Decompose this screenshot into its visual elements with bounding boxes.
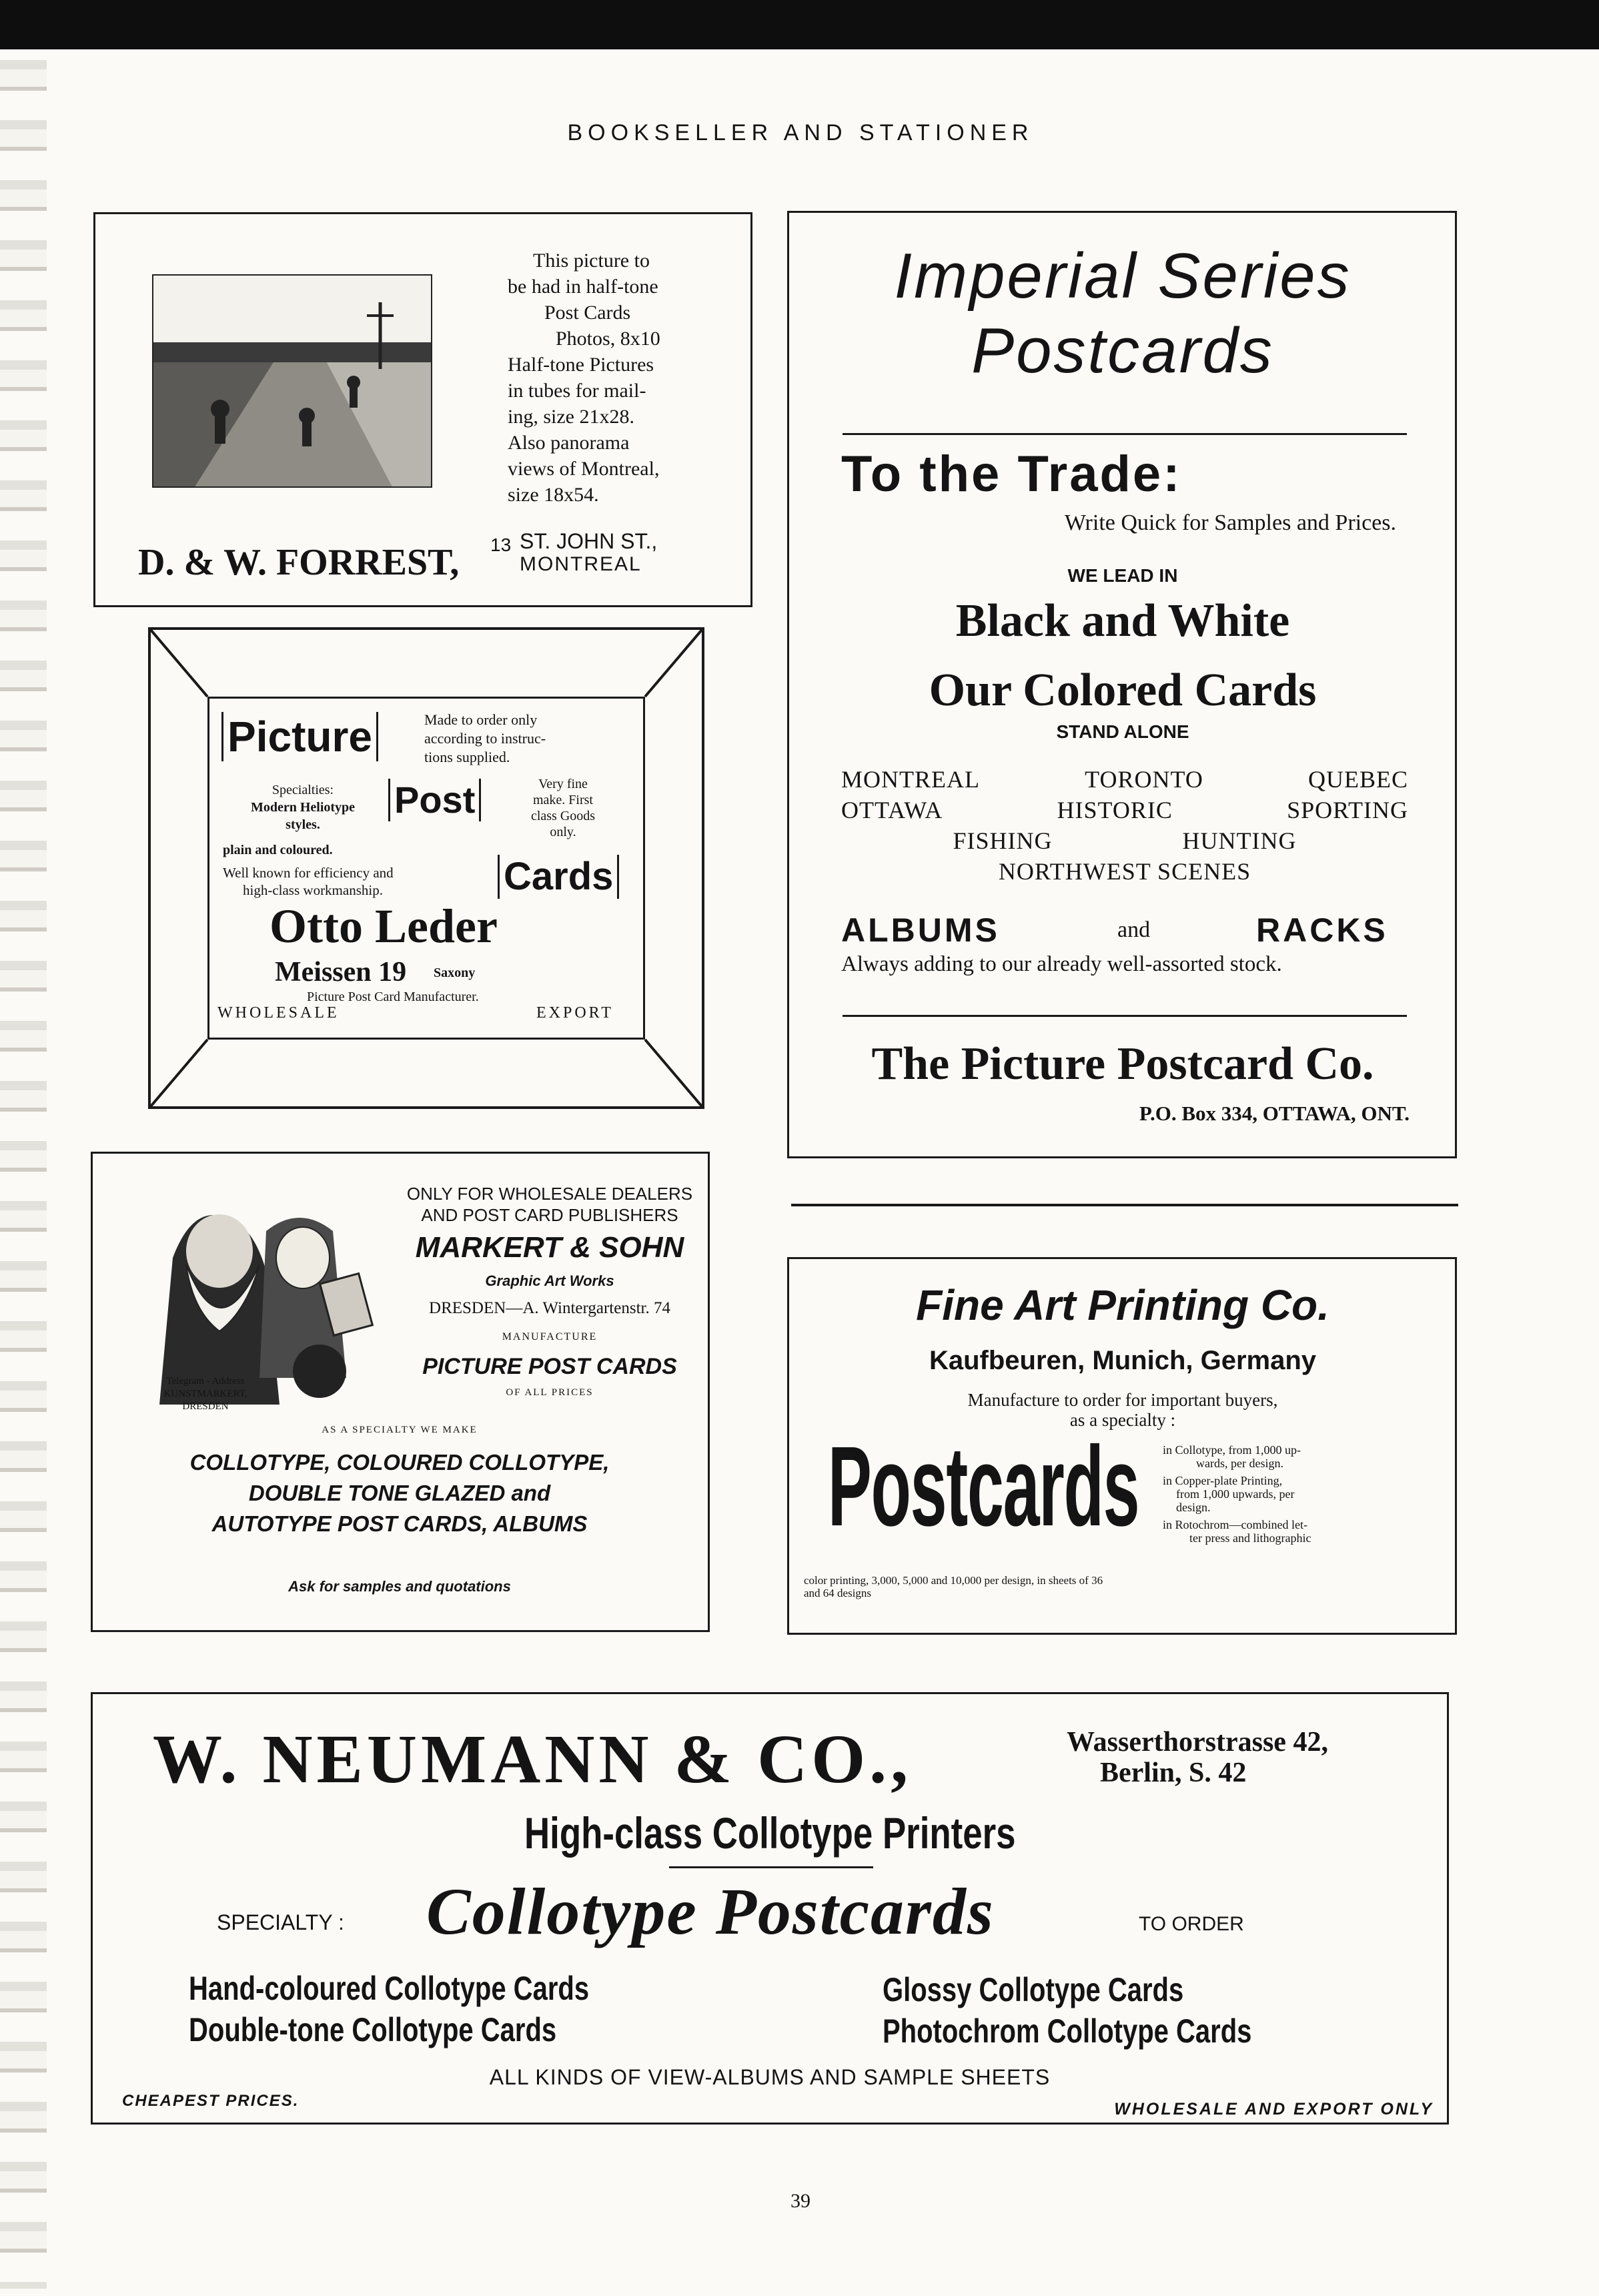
- product-line: DOUBLE TONE GLAZED and: [248, 1481, 551, 1505]
- neumann-cheapest: CHEAPEST PRICES.: [122, 2092, 300, 2110]
- neumann-specialty: SPECIALTY :: [217, 1910, 344, 1934]
- neumann-underline: [669, 1866, 873, 1868]
- city-label: MONTREAL: [841, 766, 980, 793]
- specialties-line: styles.: [286, 817, 320, 832]
- markert-ad: [91, 1152, 710, 1632]
- forrest-addr-num: 13: [490, 534, 512, 555]
- made-to-order: [424, 711, 638, 767]
- neumann-wholesale: WHOLESALE AND EXPORT ONLY: [1114, 2100, 1434, 2119]
- city-label: TORONTO: [1085, 766, 1203, 793]
- made-line: according to instruc-: [424, 730, 546, 747]
- forrest-addr-city: MONTREAL: [520, 553, 642, 575]
- leder-name: Otto Leder: [270, 899, 498, 953]
- running-head: BOOKSELLER AND STATIONER: [567, 120, 1034, 145]
- forrest-description: [508, 248, 734, 508]
- fineart-bottom: [804, 1574, 1444, 1599]
- forrest-line: Half-tone Pictures: [508, 354, 654, 376]
- specialties: [223, 781, 383, 833]
- forrest-line: Post Cards: [544, 302, 631, 324]
- specialties-line: Modern Heliotype: [250, 800, 356, 815]
- neumann-fancy: Collotype Postcards: [426, 1874, 995, 1948]
- post-word: Post: [388, 779, 481, 821]
- imperial-always: Always adding to our already well-assorted stock.: [841, 952, 1282, 976]
- markert-manufacture: MANUFACTURE: [502, 1331, 598, 1343]
- neumann-ad: [91, 1692, 1449, 2125]
- imperial-lead: WE LEAD IN: [1067, 565, 1178, 586]
- neumann-right-1: Glossy Collotype Cards: [883, 1971, 1184, 2008]
- spec-line: in Rotochrom—combined let-: [1163, 1518, 1307, 1531]
- imperial-racks: RACKS: [1256, 911, 1388, 949]
- well-known: [223, 864, 490, 899]
- markert-all-prices: OF ALL PRICES: [506, 1387, 594, 1398]
- made-line: tions supplied.: [424, 749, 510, 765]
- plain-coloured: plain and coloured.: [223, 843, 333, 857]
- neumann-to-order: TO ORDER: [1139, 1913, 1244, 1935]
- only-line: ONLY FOR WHOLESALE DEALERS: [406, 1184, 693, 1204]
- neumann-right-2: Photochrom Collotype Cards: [883, 2012, 1252, 2050]
- imperial-cities: [841, 764, 1408, 887]
- fineart-name: Fine Art Printing Co.: [916, 1281, 1329, 1329]
- city-row-2: [841, 795, 1408, 825]
- santa-angel-icon: [133, 1178, 420, 1405]
- spec-line: wards, per design.: [1196, 1457, 1283, 1470]
- product-line: AUTOTYPE POST CARDS, ALBUMS: [211, 1511, 588, 1536]
- known-line: high-class workmanship.: [243, 882, 383, 898]
- fineart-manufacture: [789, 1390, 1456, 1430]
- city-label: FISHING: [953, 827, 1053, 854]
- city-row-3: [841, 825, 1408, 856]
- forrest-addr-street: ST. JOHN ST.,: [520, 529, 658, 553]
- cards-word: Cards: [498, 855, 619, 899]
- leder-ad: [148, 627, 704, 1109]
- forrest-line: in tubes for mail-: [508, 380, 646, 402]
- fineart-location: Kaufbeuren, Munich, Germany: [929, 1346, 1317, 1375]
- imperial-address: P.O. Box 334, OTTAWA, ONT.: [1139, 1102, 1410, 1125]
- fineart-postcards: [828, 1430, 1175, 1545]
- forrest-line: size 18x54.: [508, 484, 599, 506]
- top-band: [0, 0, 1599, 49]
- markert-address: DRESDEN—A. Wintergartenstr. 74: [429, 1299, 670, 1317]
- fine-line: Very fine: [538, 777, 588, 791]
- spec-line: in Collotype, from 1,000 up-: [1163, 1443, 1301, 1457]
- santa-illustration: [133, 1178, 420, 1405]
- forrest-line: be had in half-tone: [508, 276, 658, 298]
- forrest-ad: [93, 212, 752, 607]
- imperial-black-white: Black and White: [955, 595, 1290, 647]
- fineart-bottom-line: color printing, 3,000, 5,000 and 10,000 per design, in sheets of 36: [804, 1574, 1103, 1587]
- markert-works: Graphic Art Works: [485, 1272, 614, 1289]
- neumann-addr1: Wasserthorstrasse 42,: [1067, 1727, 1328, 1758]
- neumann-subtitle-wrap: [93, 1808, 1447, 1858]
- picture-word: Picture: [221, 712, 378, 761]
- forrest-line: views of Montreal,: [508, 458, 660, 480]
- fineart-bottom-line: and 64 designs: [804, 1587, 872, 1599]
- spec-line: in Copper-plate Printing,: [1163, 1474, 1283, 1487]
- made-line: Made to order only: [424, 711, 538, 728]
- markert-products: [113, 1447, 686, 1539]
- fine-line: class Goods: [530, 809, 596, 823]
- telegram-line: KUNSTMARKERT,: [163, 1389, 247, 1399]
- leder-city: Meissen 19: [275, 957, 407, 988]
- neumann-addr2: Berlin, S. 42: [1100, 1758, 1247, 1788]
- leder-country: Saxony: [434, 966, 476, 980]
- imperial-trade: To the Trade:: [841, 446, 1182, 502]
- imperial-title-1: Imperial Series: [894, 240, 1352, 312]
- leder-wholesale: WHOLESALE: [217, 1004, 340, 1022]
- specialties-line: Specialties:: [272, 783, 334, 797]
- imperial-stand: STAND ALONE: [1056, 721, 1189, 742]
- fine-line: only.: [550, 825, 576, 839]
- fineart-specs: [1163, 1443, 1450, 1545]
- markert-name: MARKERT & SOHN: [415, 1231, 684, 1264]
- city-label: QUEBEC: [1308, 766, 1408, 793]
- very-fine: [496, 776, 630, 840]
- markert-picture-cards: PICTURE POST CARDS: [422, 1354, 677, 1379]
- street-scene-illustration: [153, 276, 432, 488]
- forrest-line: Photos, 8x10: [556, 328, 660, 350]
- city-label: HISTORIC: [1057, 797, 1173, 823]
- neumann-right-list: [883, 1969, 1443, 2056]
- imperial-title-2: Postcards: [971, 315, 1274, 386]
- fineart-manufacture-line: as a specialty :: [1069, 1410, 1176, 1430]
- spec-line: design.: [1176, 1501, 1211, 1514]
- telegram-line: DRESDEN: [182, 1401, 229, 1412]
- product-line: COLLOTYPE, COLOURED COLLOTYPE,: [189, 1450, 610, 1475]
- forrest-line: This picture to: [533, 250, 650, 272]
- only-line: AND POST CARD PUBLISHERS: [421, 1205, 678, 1225]
- markert-specialty: AS A SPECIALTY WE MAKE: [322, 1425, 478, 1435]
- leder-maker: Picture Post Card Manufacturer.: [307, 990, 479, 1004]
- forrest-line: Also panorama: [508, 432, 630, 454]
- telegram-line: Telegram - Address: [166, 1376, 245, 1387]
- city-row-4: [841, 856, 1408, 887]
- page-number: 39: [790, 2190, 811, 2212]
- scan-edge: [0, 60, 47, 2289]
- neumann-left-1: Hand-coloured Collotype Cards: [189, 1970, 590, 2007]
- city-label: OTTAWA: [841, 797, 943, 823]
- imperial-write: Write Quick for Samples and Prices.: [1064, 510, 1396, 535]
- neumann-name: W. NEUMANN & CO.,: [153, 1721, 913, 1798]
- neumann-all-kinds: ALL KINDS OF VIEW-ALBUMS AND SAMPLE SHEETS: [489, 2065, 1051, 2089]
- city-label: HUNTING: [1182, 827, 1297, 854]
- leder-inner-frame: [207, 697, 645, 1040]
- imperial-rule-2: [843, 1015, 1407, 1017]
- known-line: Well known for efficiency and: [223, 865, 394, 881]
- fine-line: make. First: [533, 793, 593, 807]
- imperial-colored: Our Colored Cards: [929, 665, 1317, 716]
- leder-export: EXPORT: [536, 1004, 614, 1022]
- city-row-1: [841, 764, 1408, 795]
- fineart-manufacture-line: Manufacture to order for important buyers,: [967, 1390, 1278, 1410]
- markert-telegram: [122, 1375, 289, 1413]
- imperial-company: The Picture Postcard Co.: [871, 1038, 1374, 1090]
- imperial-rule-1: [843, 433, 1407, 435]
- column-separator: [791, 1204, 1458, 1206]
- imperial-albums: ALBUMS: [841, 911, 1000, 949]
- halftone-photo: [152, 274, 432, 488]
- city-label: SPORTING: [1287, 797, 1408, 823]
- fineart-ad: [787, 1257, 1457, 1635]
- neumann-subtitle: High-class Collotype Printers: [524, 1808, 1016, 1858]
- markert-only: [393, 1183, 706, 1226]
- imperial-ad: [787, 211, 1457, 1158]
- forrest-name: D. & W. FORREST,: [138, 542, 460, 583]
- imperial-and: and: [1117, 917, 1151, 942]
- neumann-left-list: [189, 1968, 789, 2054]
- spec-line: from 1,000 upwards, per: [1176, 1487, 1295, 1501]
- forrest-line: ing, size 21x28.: [508, 406, 634, 428]
- neumann-left-2: Double-tone Collotype Cards: [189, 2011, 557, 2048]
- fineart-postcards-text: Postcards: [828, 1430, 1139, 1545]
- spec-line: ter press and lithographic: [1189, 1531, 1311, 1545]
- city-label: NORTHWEST SCENES: [998, 858, 1251, 885]
- markert-ask: Ask for samples and quotations: [288, 1578, 511, 1595]
